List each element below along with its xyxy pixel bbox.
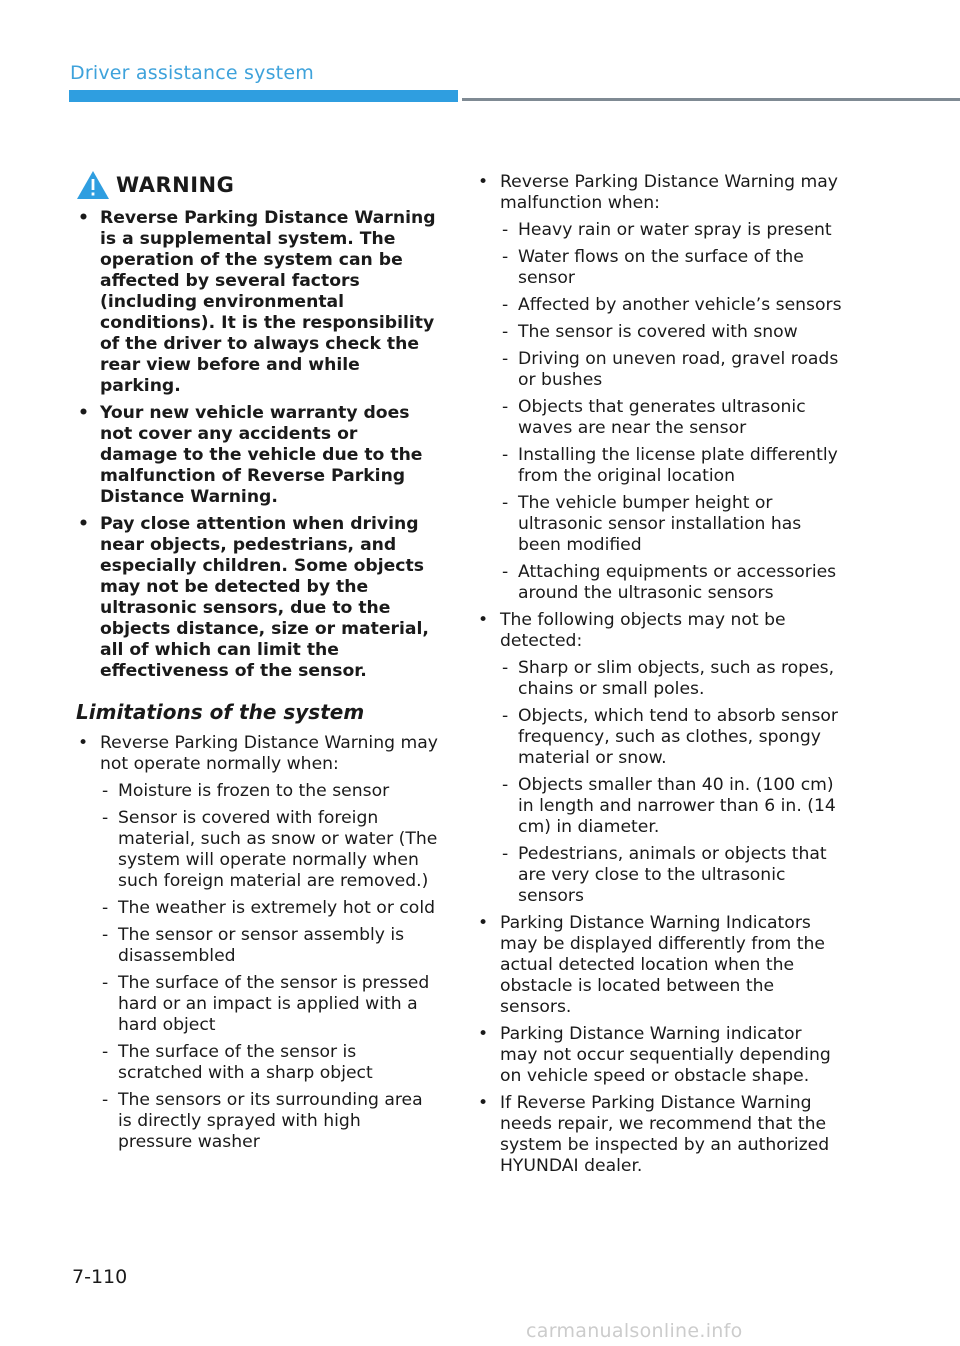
dash-glyph: - <box>102 781 109 801</box>
bullet-text: Reverse Parking Distance Warning may not operate normally when: <box>100 733 438 774</box>
warning-heading <box>76 170 440 200</box>
sub-item <box>476 220 842 241</box>
bullet-glyph: • <box>78 403 89 423</box>
dash-glyph: - <box>102 1090 109 1110</box>
not-operate-intro <box>76 733 440 775</box>
bullet-glyph: • <box>478 172 489 192</box>
sub-item <box>76 781 440 802</box>
sub-item-text: The weather is extremely hot or cold <box>118 898 436 918</box>
bullet-glyph: • <box>78 733 89 753</box>
sub-item-text: Heavy rain or water spray is present <box>518 220 832 240</box>
sub-item-text: Driving on uneven road, gravel roads or bushes <box>518 349 839 390</box>
dash-glyph: - <box>102 808 109 828</box>
sub-item-text: Objects that generates ultrasonic waves are near the sensor <box>518 397 806 438</box>
sub-item <box>76 1042 440 1084</box>
warning-item <box>76 403 440 508</box>
sub-item-text: The surface of the sensor is scratched with a sharp object <box>118 1042 373 1083</box>
warning-item <box>76 514 440 682</box>
sub-item-text: Sharp or slim objects, such as ropes, chains or small poles. <box>518 658 835 699</box>
sub-item-text: Installing the license plate differently from the original location <box>518 445 838 486</box>
dash-glyph: - <box>502 295 509 315</box>
sub-item-text: The sensors or its surrounding area is directly sprayed with high pressure washer <box>118 1090 423 1152</box>
list-item <box>476 1093 842 1177</box>
dash-glyph: - <box>102 925 109 945</box>
site-watermark: carmanualsonline.info <box>526 1320 743 1342</box>
bullet-glyph: • <box>78 514 89 534</box>
dash-glyph: - <box>502 322 509 342</box>
dash-glyph: - <box>502 775 509 795</box>
warning-title: WARNING <box>116 172 235 197</box>
sub-item-text: Water flows on the surface of the sensor <box>518 247 804 288</box>
dash-glyph: - <box>502 493 509 513</box>
sub-item <box>76 1090 440 1153</box>
bullet-text: If Reverse Parking Distance Warning needs repair, we recommend that the system be inspected by an authorized HYUNDAI dealer. <box>500 1093 830 1176</box>
dash-glyph: - <box>502 844 509 864</box>
dash-glyph: - <box>502 706 509 726</box>
dash-glyph: - <box>502 562 509 582</box>
dash-glyph: - <box>102 1042 109 1062</box>
dash-glyph: - <box>102 973 109 993</box>
warning-item <box>76 208 440 397</box>
sub-item <box>476 706 842 769</box>
sub-item <box>76 808 440 892</box>
sub-item <box>476 775 842 838</box>
sub-item <box>476 322 842 343</box>
header-divider-rule <box>462 98 960 101</box>
sub-item-text: The sensor or sensor assembly is disassembled <box>118 925 405 966</box>
sub-item <box>76 925 440 967</box>
malfunction-intro <box>476 172 842 214</box>
bullet-text: The following objects may not be detected: <box>500 610 786 651</box>
not-detected-intro <box>476 610 842 652</box>
sub-item-text: The sensor is covered with snow <box>518 322 798 342</box>
warning-triangle-icon <box>76 170 110 200</box>
list-item <box>476 1024 842 1087</box>
sub-item-text: Affected by another vehicle’s sensors <box>518 295 842 315</box>
sub-item-text: Moisture is frozen to the sensor <box>118 781 390 801</box>
bullet-glyph: • <box>478 610 489 630</box>
bullet-glyph: • <box>478 1093 489 1113</box>
dash-glyph: - <box>102 898 109 918</box>
sub-item-text: The vehicle bumper height or ultrasonic sensor installation has been modified <box>518 493 802 555</box>
bullet-glyph: • <box>478 1024 489 1044</box>
sub-item <box>476 397 842 439</box>
dash-glyph: - <box>502 220 509 240</box>
sub-item-text: Objects, which tend to absorb sensor frequency, such as clothes, spongy material or snow. <box>518 706 838 768</box>
limitations-section-title: Limitations of the system <box>76 700 365 724</box>
sub-item-text: Objects smaller than 40 in. (100 cm) in length and narrower than 6 in. (14 cm) in diameter. <box>518 775 836 837</box>
warning-item-text: Pay close attention when driving near objects, pedestrians, and especially children. Some objects may not be detected by the ultrasonic sensors, due to the objects distance, size or material, all of which can limit the effectiveness of the sensor. <box>100 514 429 681</box>
warning-item-text: Reverse Parking Distance Warning is a supplemental system. The operation of the system can be affected by several factors (including environmental conditions). It is the responsibility of the driver to always check the rear view before and while parking. <box>100 208 436 396</box>
right-column <box>476 172 842 1183</box>
sub-item <box>476 658 842 700</box>
section-header-title: Driver assistance system <box>70 62 314 84</box>
sub-item <box>76 898 440 919</box>
dash-glyph: - <box>502 445 509 465</box>
bullet-text: Parking Distance Warning Indicators may be displayed differently from the actual detected location when the obstacle is located between the sensors. <box>500 913 825 1017</box>
sub-item-text: Attaching equipments or accessories around the ultrasonic sensors <box>518 562 837 603</box>
left-column <box>76 170 440 1159</box>
sub-item <box>476 349 842 391</box>
bullet-text: Parking Distance Warning indicator may not occur sequentially depending on vehicle speed or obstacle shape. <box>500 1024 831 1086</box>
dash-glyph: - <box>502 247 509 267</box>
dash-glyph: - <box>502 658 509 678</box>
bullet-glyph: • <box>478 913 489 933</box>
dash-glyph: - <box>502 349 509 369</box>
sub-item <box>476 445 842 487</box>
header-accent-rule <box>69 90 458 102</box>
sub-item <box>476 844 842 907</box>
list-item <box>476 913 842 1018</box>
page-number: 7-110 <box>72 1266 128 1288</box>
sub-item <box>476 295 842 316</box>
warning-item-text: Your new vehicle warranty does not cover any accidents or damage to the vehicle due to the malfunction of Reverse Parking Distance Warning. <box>100 403 423 507</box>
dash-glyph: - <box>502 397 509 417</box>
sub-item <box>476 493 842 556</box>
bullet-glyph: • <box>78 208 89 228</box>
sub-item-text: Sensor is covered with foreign material, such as snow or water (The system will operate normally when such foreign material are removed.) <box>118 808 438 891</box>
sub-item <box>76 973 440 1036</box>
bullet-text: Reverse Parking Distance Warning may malfunction when: <box>500 172 838 213</box>
sub-item-text: The surface of the sensor is pressed hard or an impact is applied with a hard object <box>118 973 430 1035</box>
sub-item-text: Pedestrians, animals or objects that are very close to the ultrasonic sensors <box>518 844 827 906</box>
sub-item <box>476 247 842 289</box>
sub-item <box>476 562 842 604</box>
